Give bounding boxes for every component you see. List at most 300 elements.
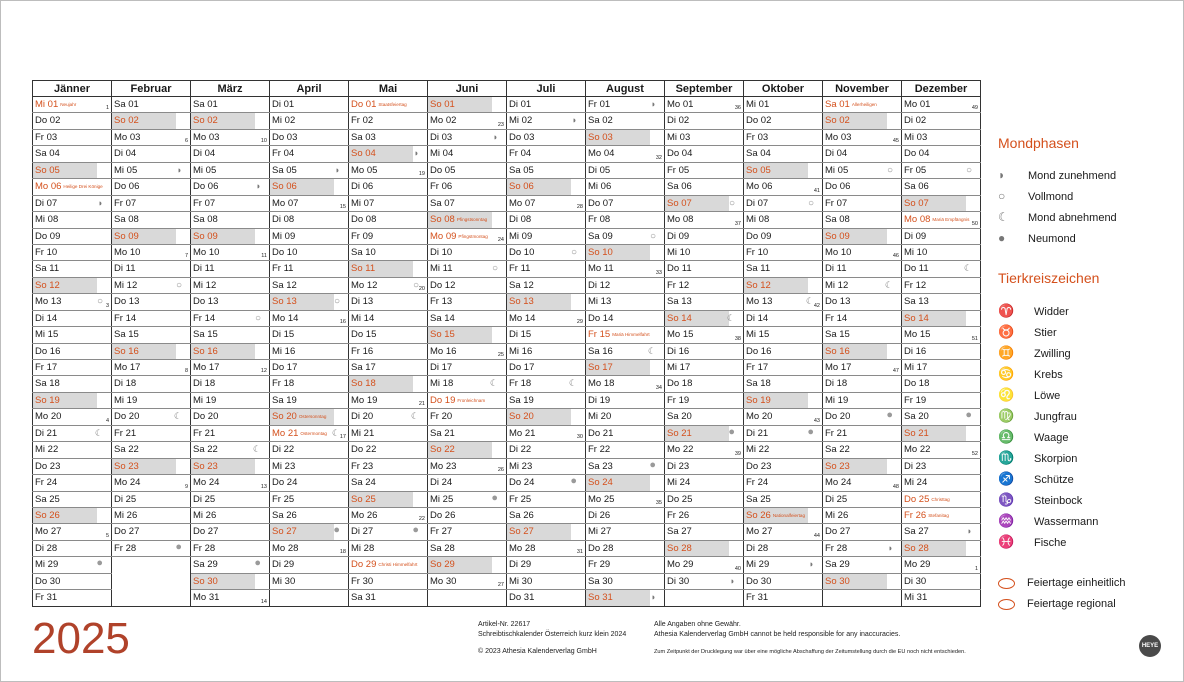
day-cell-body	[191, 229, 255, 244]
day-cell-body	[112, 212, 190, 227]
moon-phase-icon: ○	[998, 189, 1006, 203]
day-cell	[744, 409, 823, 425]
day-cell-body	[586, 113, 664, 128]
day-cell-body	[902, 360, 980, 375]
day-cell-body	[665, 261, 743, 276]
empty-day-cell	[428, 590, 507, 606]
day-label: Fr 19	[904, 394, 927, 406]
day-label: Fr 18	[509, 378, 532, 390]
day-cell-body	[349, 261, 413, 276]
moon-legend-item	[998, 186, 1073, 206]
day-cell-body	[191, 113, 255, 128]
day-cell-body	[665, 113, 743, 128]
day-cell	[112, 376, 191, 392]
day-label: Di 21	[746, 427, 769, 439]
week-number: 9	[184, 483, 188, 490]
moon-wax-icon: ◗	[176, 164, 182, 175]
day-cell-body	[507, 294, 571, 309]
day-cell-body	[586, 475, 650, 490]
day-label: Fr 02	[351, 115, 374, 127]
day-label: Mo 21	[509, 427, 536, 439]
day-label: Mi 24	[667, 477, 691, 489]
day-cell	[823, 491, 902, 507]
day-label: Sa 26	[509, 509, 534, 521]
disclaimer-line-3: Zum Zeitpunkt der Drucklegung war über eine mögliche Abschaffung der Zeitumstellung durch die EU noch nicht entschieden.	[654, 649, 966, 655]
zodiac-sign-icon: ♏	[998, 450, 1015, 465]
day-label: Do 06	[193, 181, 219, 193]
month-header: Oktober	[744, 81, 823, 97]
zodiac-sign-label: Schütze	[1034, 474, 1074, 486]
day-cell	[744, 277, 823, 293]
day-label: Di 25	[114, 493, 137, 505]
day-label: Di 17	[430, 362, 453, 373]
zodiac-sign-icon: ♉	[998, 324, 1015, 339]
day-label: Mo 07	[509, 197, 536, 209]
day-label: Do 11	[904, 263, 929, 275]
zodiac-legend-item	[998, 448, 1077, 468]
day-label: Di 11	[825, 263, 847, 275]
day-cell	[349, 277, 428, 293]
moon-wax-icon: ◗	[966, 526, 972, 537]
day-cell-body	[349, 163, 427, 178]
day-cell	[112, 491, 191, 507]
day-cell-body	[586, 524, 664, 539]
day-cell	[191, 557, 270, 573]
day-label: Di 22	[272, 444, 295, 456]
day-cell	[665, 195, 744, 211]
zodiac-sign-icon: ♋	[998, 366, 1015, 381]
calendar-row	[33, 442, 981, 458]
day-cell	[33, 590, 112, 606]
day-cell-body	[428, 146, 506, 161]
day-label: Do 24	[272, 477, 298, 489]
day-cell-body	[112, 344, 176, 359]
day-cell-body	[665, 163, 743, 178]
day-cell-body	[33, 344, 111, 359]
day-cell-body	[586, 146, 664, 161]
day-cell-body	[349, 245, 427, 260]
day-cell-body	[428, 475, 506, 490]
month-header: April	[270, 81, 349, 97]
day-cell-body	[112, 492, 190, 507]
day-cell-body	[744, 524, 822, 539]
day-cell-body	[349, 393, 427, 408]
day-label: So 31	[588, 592, 613, 604]
day-cell-body	[270, 97, 348, 112]
day-cell	[428, 573, 507, 589]
day-cell	[902, 212, 981, 228]
day-label: Di 29	[272, 559, 295, 571]
day-label: So 09	[114, 230, 139, 242]
product-name: Schreibtischkalender Österreich kurz klein 2024	[478, 631, 627, 638]
day-cell	[112, 540, 191, 556]
zodiac-sign-label: Widder	[1034, 306, 1069, 318]
week-number: 13	[260, 483, 267, 490]
day-label: Di 29	[509, 559, 532, 571]
day-cell	[744, 557, 823, 573]
month-header: Jänner	[33, 81, 112, 97]
day-cell-body	[191, 475, 269, 490]
day-cell	[507, 277, 586, 293]
day-label: Mi 10	[904, 246, 928, 258]
zodiac-sign-label: Stier	[1034, 327, 1057, 339]
day-label: Mo 15	[667, 329, 694, 341]
day-label: Do 16	[35, 345, 61, 357]
zodiac-sign-icon: ♌	[998, 387, 1015, 402]
moon-wax-icon: ◗	[413, 148, 419, 159]
day-cell	[349, 97, 428, 113]
week-number: 41	[813, 187, 820, 194]
day-label: So 12	[746, 279, 771, 291]
day-label: Sa 26	[272, 509, 297, 521]
day-label: Mo 28	[509, 542, 536, 554]
day-label: Fr 05	[667, 164, 690, 176]
day-cell	[428, 376, 507, 392]
day-label: Mo 05	[351, 164, 378, 176]
day-cell	[665, 277, 744, 293]
holiday-label: Christtag	[931, 496, 950, 502]
day-cell-body	[191, 574, 255, 589]
day-cell-body	[33, 541, 111, 556]
day-label: Sa 05	[272, 164, 297, 176]
day-cell-body	[349, 574, 427, 589]
day-cell	[507, 475, 586, 491]
day-label: Sa 07	[430, 197, 455, 209]
day-cell	[428, 244, 507, 260]
day-label: Sa 16	[588, 345, 613, 357]
day-cell-body	[270, 475, 348, 490]
day-label: Mo 10	[114, 246, 141, 258]
day-cell	[902, 146, 981, 162]
day-cell-body	[428, 524, 506, 539]
week-number: 51	[971, 335, 978, 342]
day-cell-body	[349, 442, 427, 457]
day-cell-body	[586, 311, 664, 326]
day-cell	[507, 228, 586, 244]
day-cell	[902, 442, 981, 458]
day-label: So 20	[509, 411, 534, 423]
day-label: Mi 24	[904, 477, 928, 489]
day-cell	[112, 195, 191, 211]
moon-wax-icon: ◗	[650, 99, 656, 109]
day-label: Mi 07	[351, 197, 375, 209]
day-label: Di 04	[193, 148, 216, 160]
day-cell-body	[270, 459, 348, 474]
day-label: Sa 30	[588, 575, 613, 587]
day-cell-body	[744, 344, 822, 359]
day-label: Mi 01	[35, 99, 59, 111]
day-cell-body	[349, 590, 427, 605]
day-label: Fr 29	[588, 559, 611, 571]
day-label: Di 02	[667, 115, 690, 127]
day-label: Di 20	[351, 411, 374, 423]
day-cell-body	[744, 508, 808, 523]
day-cell-body	[191, 163, 269, 178]
week-number: 17	[339, 434, 346, 441]
day-cell	[744, 146, 823, 162]
day-cell-body	[270, 294, 334, 309]
day-cell-body	[586, 426, 664, 441]
day-label: So 26	[746, 509, 771, 521]
day-label: Fr 12	[904, 279, 927, 291]
day-cell-body	[744, 409, 822, 424]
day-label: Di 11	[193, 263, 215, 275]
day-cell	[33, 392, 112, 408]
day-cell	[665, 376, 744, 392]
day-cell	[744, 261, 823, 277]
week-number: 39	[734, 450, 741, 457]
day-label: Do 25	[667, 493, 693, 505]
day-label: Di 05	[588, 164, 611, 176]
day-cell-body	[586, 179, 664, 194]
day-cell	[586, 212, 665, 228]
day-cell	[744, 507, 823, 523]
day-label: So 30	[193, 575, 218, 587]
day-label: Sa 29	[825, 559, 850, 571]
moon-phase-label: Vollmond	[1028, 191, 1074, 203]
day-cell	[349, 458, 428, 474]
day-cell	[112, 327, 191, 343]
week-number: 36	[734, 105, 741, 112]
day-cell	[744, 212, 823, 228]
day-cell	[191, 146, 270, 162]
day-label: So 23	[825, 460, 850, 472]
day-cell	[428, 129, 507, 145]
day-label: Di 10	[430, 246, 453, 258]
day-cell-body	[428, 196, 506, 211]
day-cell-body	[191, 590, 269, 605]
day-cell	[270, 162, 349, 178]
week-number: 43	[813, 417, 820, 424]
day-cell	[665, 343, 744, 359]
day-cell	[665, 409, 744, 425]
day-label: So 02	[825, 115, 850, 127]
day-cell-body	[191, 294, 269, 309]
day-cell	[665, 557, 744, 573]
moon-new-icon: ●	[807, 425, 814, 438]
day-cell-body	[744, 261, 822, 276]
day-cell-body	[428, 278, 506, 293]
day-cell	[33, 146, 112, 162]
day-cell-body	[665, 245, 743, 260]
day-label: Sa 20	[667, 411, 692, 423]
moon-phase-icon: ☾	[998, 210, 1009, 224]
day-cell-body	[586, 360, 650, 375]
day-cell	[191, 573, 270, 589]
day-label: Mi 30	[509, 575, 533, 587]
day-cell-body	[270, 311, 348, 326]
day-cell	[744, 294, 823, 310]
day-cell-body	[428, 245, 506, 260]
day-label: Di 07	[35, 197, 58, 209]
day-cell-body	[586, 409, 664, 424]
day-cell-body	[665, 344, 743, 359]
day-cell	[665, 179, 744, 195]
month-header: Juni	[428, 81, 507, 97]
moon-full-icon: ○	[965, 164, 972, 176]
week-number: 26	[497, 467, 504, 474]
day-cell-body	[744, 574, 822, 589]
day-label: Do 05	[430, 164, 456, 176]
day-label: Do 26	[430, 509, 456, 521]
holiday-label: Fronleichnam	[457, 397, 486, 403]
day-cell	[349, 228, 428, 244]
day-label: Mi 08	[35, 214, 59, 226]
day-label: Mo 29	[904, 559, 931, 571]
day-cell-body	[33, 409, 111, 424]
calendar-row	[33, 475, 981, 491]
day-label: Do 22	[351, 444, 377, 456]
day-label: Mo 13	[35, 296, 62, 308]
day-cell-body	[586, 557, 664, 572]
calendar-row	[33, 129, 981, 145]
week-number: 16	[339, 319, 346, 326]
day-cell	[586, 261, 665, 277]
day-cell-body	[270, 508, 348, 523]
day-cell	[191, 524, 270, 540]
moon-wane-icon: ☾	[568, 378, 577, 389]
day-label: Sa 01	[193, 99, 218, 110]
day-cell	[112, 97, 191, 113]
day-cell-body	[665, 179, 743, 194]
day-label: Mo 01	[667, 99, 694, 110]
day-cell	[270, 524, 349, 540]
day-label: So 09	[825, 230, 850, 242]
day-cell	[902, 491, 981, 507]
day-label: Sa 11	[746, 263, 771, 275]
holiday-label: Ostermontag	[300, 430, 327, 436]
day-label: Mo 14	[509, 312, 536, 324]
day-label: Mi 19	[825, 394, 849, 406]
day-cell-body	[507, 393, 585, 408]
day-label: Mo 04	[588, 148, 615, 160]
week-number: 33	[655, 269, 662, 276]
day-cell-body	[744, 113, 822, 128]
day-cell-body	[428, 163, 506, 178]
day-cell-body	[112, 261, 190, 276]
day-cell-body	[586, 541, 664, 556]
day-cell-body	[665, 360, 743, 375]
day-label: Do 28	[588, 542, 614, 554]
day-cell	[823, 557, 902, 573]
day-cell	[428, 327, 507, 343]
day-cell	[665, 212, 744, 228]
day-label: Do 09	[746, 230, 772, 242]
day-cell-body	[112, 179, 190, 194]
day-cell	[428, 524, 507, 540]
calendar-row	[33, 97, 981, 113]
day-cell	[902, 540, 981, 556]
day-label: Sa 18	[746, 378, 771, 390]
empty-day-cell	[270, 590, 349, 606]
day-cell	[823, 409, 902, 425]
day-cell-body	[191, 409, 269, 424]
week-number: 47	[892, 368, 899, 375]
day-cell-body	[112, 475, 190, 490]
day-label: Sa 13	[667, 296, 692, 308]
day-label: Sa 03	[351, 131, 376, 143]
day-cell-body	[33, 130, 111, 145]
week-number: 24	[497, 236, 504, 243]
day-cell-body	[586, 278, 664, 293]
day-cell-body	[428, 294, 506, 309]
day-cell-body	[823, 261, 901, 276]
day-label: Sa 22	[825, 444, 850, 456]
day-cell	[665, 360, 744, 376]
day-label: Mi 28	[351, 542, 375, 554]
day-label: Do 13	[193, 296, 219, 308]
week-number: 42	[813, 302, 820, 309]
day-cell	[33, 409, 112, 425]
day-cell-body	[586, 492, 664, 507]
day-cell	[744, 244, 823, 260]
day-label: Mi 29	[746, 559, 770, 571]
moon-phases-title: Mondphasen	[998, 135, 1079, 151]
week-number: 3	[105, 302, 109, 309]
day-label: Di 11	[114, 263, 136, 275]
day-cell	[902, 360, 981, 376]
day-cell	[112, 212, 191, 228]
day-label: Sa 19	[272, 394, 297, 406]
day-cell	[665, 425, 744, 441]
day-label: Mo 10	[193, 246, 220, 258]
day-cell	[349, 179, 428, 195]
week-number: 20	[418, 286, 425, 293]
day-label: Di 30	[667, 575, 690, 587]
day-cell-body	[270, 360, 348, 375]
day-label: Do 07	[588, 197, 614, 209]
day-cell	[507, 310, 586, 326]
day-cell-body	[902, 376, 980, 391]
day-cell	[586, 491, 665, 507]
day-label: Fr 14	[193, 312, 216, 324]
day-cell	[270, 376, 349, 392]
day-cell-body	[428, 97, 492, 112]
day-cell-body	[665, 97, 743, 112]
day-cell	[823, 212, 902, 228]
day-cell	[823, 162, 902, 178]
calendar-row	[33, 212, 981, 228]
day-cell-body	[270, 130, 348, 145]
day-cell	[507, 162, 586, 178]
day-cell-body	[270, 113, 348, 128]
day-cell	[823, 573, 902, 589]
day-cell	[823, 507, 902, 523]
day-cell	[33, 442, 112, 458]
day-cell	[270, 212, 349, 228]
day-cell-body	[902, 245, 980, 260]
day-cell	[428, 228, 507, 244]
day-label: Di 15	[272, 329, 295, 341]
day-cell-body	[665, 409, 743, 424]
day-cell-body	[112, 442, 190, 457]
day-label: Do 17	[509, 362, 535, 373]
day-cell	[586, 573, 665, 589]
day-cell	[507, 376, 586, 392]
week-number: 50	[971, 220, 978, 227]
day-cell-body	[191, 524, 269, 539]
day-label: Sa 15	[193, 329, 218, 341]
day-cell-body	[428, 229, 506, 244]
day-cell-body	[349, 179, 427, 194]
day-cell	[744, 228, 823, 244]
day-cell-body	[191, 393, 269, 408]
day-cell-body	[191, 196, 269, 211]
day-cell	[33, 491, 112, 507]
day-cell	[270, 475, 349, 491]
empty-day-cell	[112, 557, 191, 573]
day-label: So 18	[351, 378, 376, 390]
